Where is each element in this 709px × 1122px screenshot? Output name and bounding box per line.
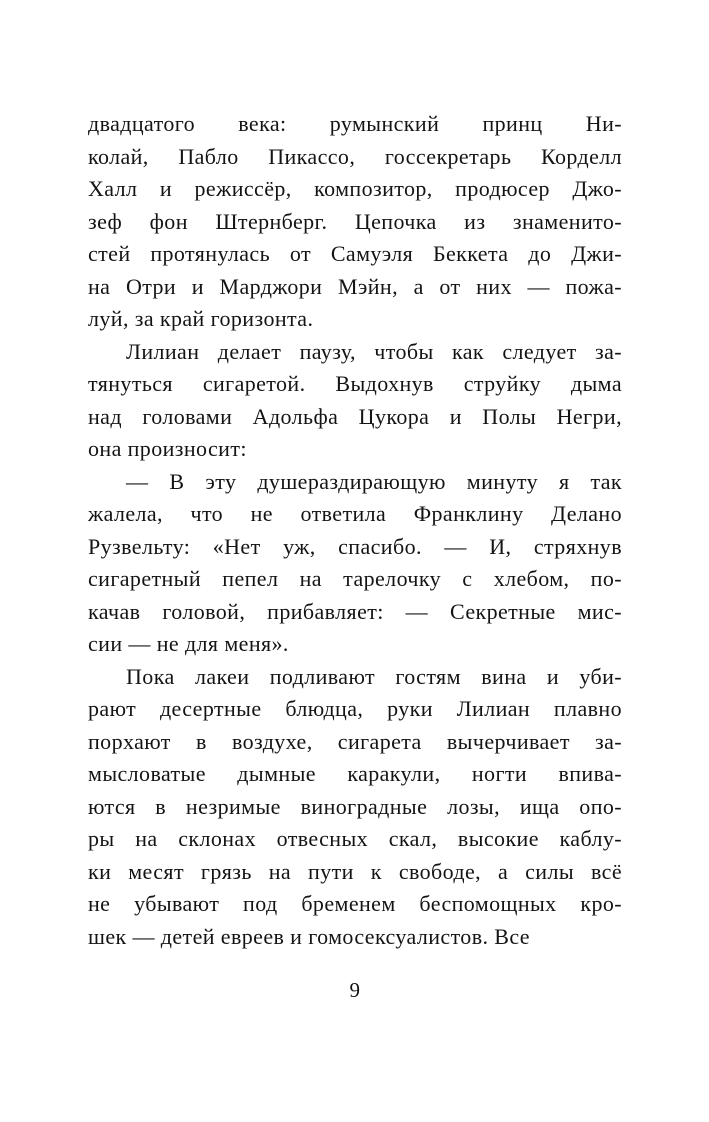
text-line: стей протянулась от Самуэля Беккета до Джи- bbox=[88, 241, 622, 266]
text-line: ки месят грязь на пути к свободе, а силы всё bbox=[88, 858, 622, 884]
text-line: рают десертные блюдца, руки Лилиан плавно bbox=[88, 696, 622, 721]
text-line: двадцатого века: румынский принц Ни- bbox=[88, 111, 622, 136]
paragraph bbox=[88, 661, 622, 954]
page-number: 9 bbox=[349, 978, 361, 1002]
text-line: Халл и режиссёр, композитор, продюсер Джо- bbox=[88, 176, 622, 201]
text-line: луй, за край горизонта. bbox=[88, 306, 314, 331]
text-line: колай, Пабло Пикассо, госсекретарь Корделл bbox=[88, 143, 622, 169]
text-line: над головами Адольфа Цукора и Полы Негри, bbox=[88, 403, 622, 429]
text-line: на Отри и Марджори Мэйн, а от них — пожа- bbox=[88, 273, 622, 299]
text-line: порхают в воздухе, сигарета вычерчивает за- bbox=[88, 728, 622, 754]
text-line: сии — не для меня». bbox=[88, 631, 289, 656]
text-line: не убывают под бременем беспомощных кро- bbox=[88, 891, 622, 916]
text-line: жалела, что не ответила Франклину Делано bbox=[88, 501, 622, 526]
text-line: зеф фон Штернберг. Цепочка из знаменито- bbox=[88, 208, 622, 234]
paragraph bbox=[88, 108, 622, 336]
paragraph bbox=[88, 336, 622, 466]
text-line: она произносит: bbox=[88, 436, 247, 461]
text-line: ры на склонах отвесных скал, высокие каблу- bbox=[88, 826, 622, 851]
text-line: качав головой, прибавляет: — Секретные мис- bbox=[88, 598, 622, 624]
text-line: Рузвельту: «Нет уж, спасибо. — И, стряхнув bbox=[88, 533, 622, 559]
paragraph bbox=[88, 466, 622, 661]
text-line: ются в незримые виноградные лозы, ища опо- bbox=[88, 793, 622, 819]
text-line: Пока лакеи подливают гостям вина и уби- bbox=[126, 663, 622, 689]
text-line: мысловатые дымные каракули, ногти впива- bbox=[88, 761, 622, 786]
text-line: шек — детей евреев и гомосексуалистов. Все bbox=[88, 923, 530, 949]
text-line: сигаретный пепел на тарелочку с хлебом, по- bbox=[88, 566, 622, 591]
text-line: Лилиан делает паузу, чтобы как следует за- bbox=[126, 338, 622, 364]
text-line: — В эту душераздирающую минуту я так bbox=[126, 468, 622, 494]
text-line: тянуться сигаретой. Выдохнув струйку дыма bbox=[88, 371, 622, 396]
text-block bbox=[88, 108, 622, 953]
